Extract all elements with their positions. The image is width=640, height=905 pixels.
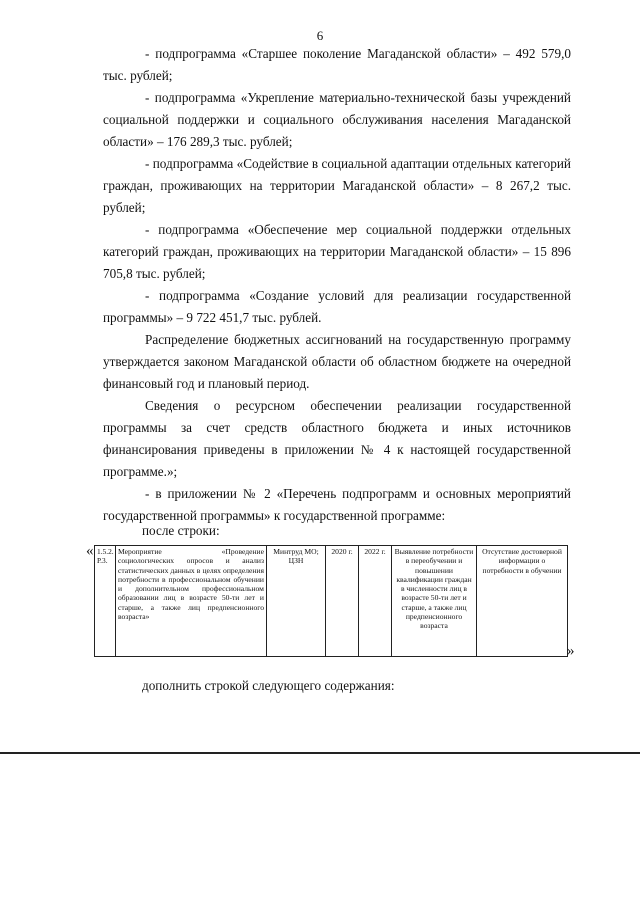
paragraph-subprogram-infrastructure: - подпрограмма «Укрепление материально-технической базы учреждений социальной поддержки и социального обслуживания населения Магаданской области» – 176 289,3 тыс. рублей; xyxy=(103,90,571,149)
paragraph-budget-distribution: Распределение бюджетных ассигнований на государственную программу утверждается законом Магаданской области об областном бюджете на очередной финансовый год и плановый период. xyxy=(103,332,571,391)
page-divider xyxy=(0,752,640,754)
after-line-label: после строки: xyxy=(142,523,220,538)
paragraph-subprogram-support: - подпрограмма «Обеспечение мер социальной поддержки отдельных категорий граждан, проживающих на территории Магаданской области» – 15 896 705,8 тыс. рублей; xyxy=(103,222,571,281)
opening-quote: « xyxy=(86,543,94,559)
page-number: 6 xyxy=(316,28,324,43)
cell-result: Выявление потребности в переобучении и повышении квалификации граждан в численности лиц в возрасте 50-ти лет и старше, а также лиц предпенсионного возраста xyxy=(392,546,477,657)
cell-event: Мероприятие «Проведение социологических опросов и анализ статистических данных в целях определения потребности в профессиональном обучении и дополнительном профессиональном образовании лиц в возрасте 50-ти лет и старше, а также лиц предпенсионного возраста» xyxy=(116,546,267,657)
closing-quote: » xyxy=(567,643,575,659)
cell-start-year: 2020 г. xyxy=(326,546,359,657)
cell-executor: Минтруд МО; ЦЗН xyxy=(267,546,326,657)
table-row xyxy=(95,546,568,657)
paragraph-resource-info: Сведения о ресурсном обеспечении реализации государственной программы за счет средств областного бюджета и иных источников финансирования приведены в приложении № 4 к настоящей государственной программе.»; xyxy=(103,398,571,479)
paragraph-appendix-2: - в приложении № 2 «Перечень подпрограмм и основных мероприятий государственной программы» к государственной программе: xyxy=(103,486,571,523)
paragraph-subprogram-adaptation: - подпрограмма «Содействие в социальной адаптации отдельных категорий граждан, проживающих на территории Магаданской области» – 8 267,2 тыс. рублей; xyxy=(103,156,571,215)
paragraph-subprogram-elderly: - подпрограмма «Старшее поколение Магаданской области» – 492 579,0 тыс. рублей; xyxy=(103,46,571,83)
final-line-label: дополнить строкой следующего содержания: xyxy=(142,678,395,693)
program-table xyxy=(94,545,568,657)
cell-code: 1.5.2. Р.3. xyxy=(95,546,116,657)
cell-consequence: Отсутствие достоверной информации о потребности в обучении xyxy=(477,546,568,657)
paragraph-subprogram-conditions: - подпрограмма «Создание условий для реализации государственной программы» – 9 722 451,7 тыс. рублей. xyxy=(103,288,571,325)
cell-end-year: 2022 г. xyxy=(359,546,392,657)
document-body xyxy=(103,43,571,527)
